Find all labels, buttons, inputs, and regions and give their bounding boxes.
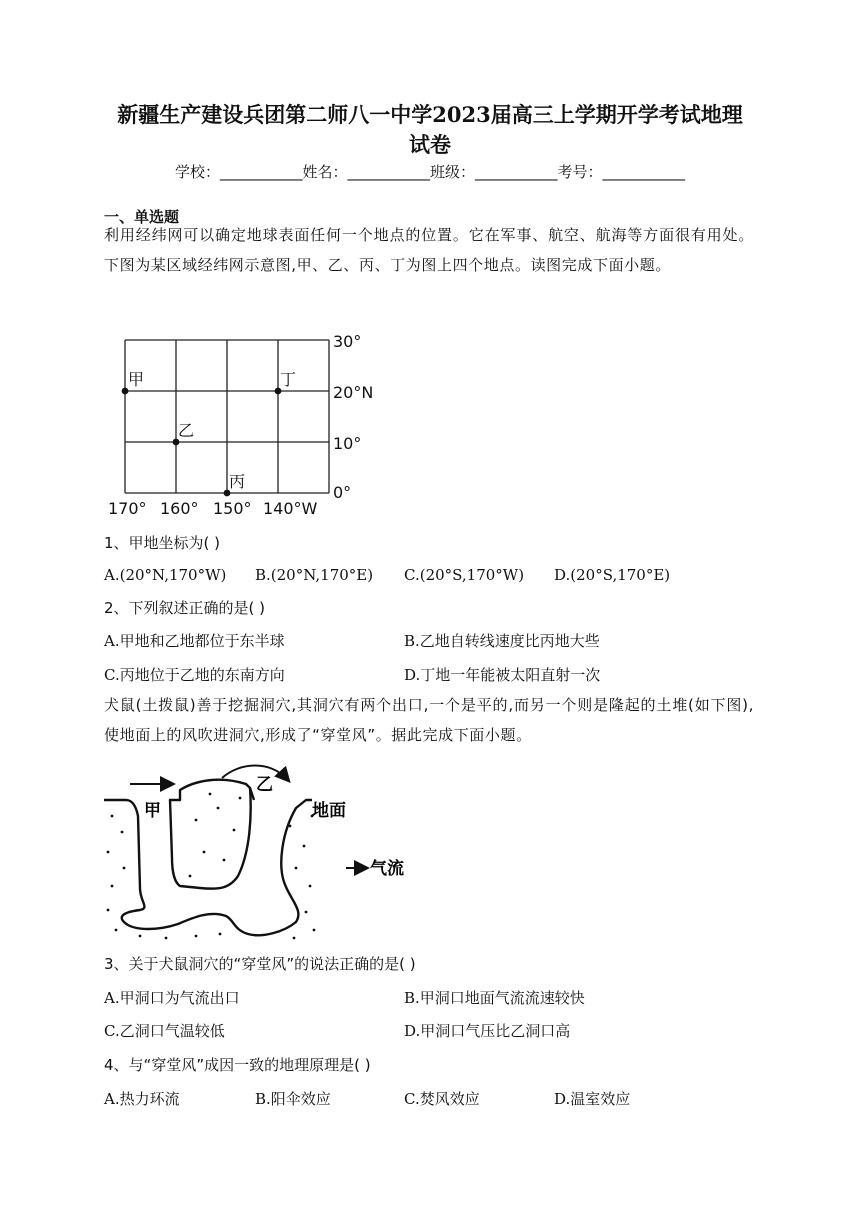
point-ding-label: 丁 [280,370,297,389]
lat-label: 0° [333,483,352,502]
question-3-option-c[interactable]: C.乙洞口气温较低 [104,1022,225,1040]
section-heading: 一、单选题 [104,208,180,226]
question-1-option-a[interactable]: A.(20°N,170°W) [104,566,227,584]
question-4-stem: 4、与“穿堂风”成因一致的地理原理是( ) [104,1056,371,1074]
burrow-label-jia: 甲 [144,801,161,821]
lon-labels [108,499,318,518]
exam-title-line2: 试卷 [409,132,451,157]
question-2-stem: 2、下列叙述正确的是( ) [104,599,266,617]
burrow-outline [104,780,312,936]
question-2-option-a[interactable]: A.甲地和乙地都位于东半球 [104,632,285,650]
exam-title [100,100,760,160]
lon-label: 140°W [263,499,318,518]
lon-label: 170° [108,499,147,518]
lat-label: 10° [333,434,362,453]
question-3-option-b[interactable]: B.甲洞口地面气流流速较快 [404,989,585,1007]
burrow-label-yi: 乙 [256,775,273,795]
question-2-option-c[interactable]: C.丙地位于乙地的东南方向 [104,666,285,684]
exam-title-line1: 新疆生产建设兵团第二师八一中学2023届高三上学期开学考试地理 [117,102,743,127]
question-2-option-b[interactable]: B.乙地自转线速度比丙地大些 [404,632,600,650]
question-3-option-a[interactable]: A.甲洞口为气流出口 [104,989,240,1007]
question-1-stem: 1、甲地坐标为( ) [104,534,221,552]
burrow-figure [100,760,420,940]
question-2-option-d[interactable]: D.丁地一年能被太阳直射一次 [404,666,601,684]
burrow-label-airflow: 气流 [370,859,404,879]
lat-label: 30° [333,332,362,351]
passage-1: 利用经纬网可以确定地球表面任何一个地点的位置。它在军事、航空、航海等方面很有用处。下图为某区域经纬网示意图,甲、乙、丙、丁为图上四个地点。读图完成下面小题。 [104,226,754,274]
point-bing-label: 丙 [229,472,246,491]
question-1-option-b[interactable]: B.(20°N,170°E) [255,566,374,584]
student-info-line: 学校：___________姓名：___________班级：___________考号：___________ [174,163,685,181]
question-1-option-d[interactable]: D.(20°S,170°E) [554,566,671,584]
grid-lines [125,340,329,493]
question-4-option-c[interactable]: C.焚风效应 [404,1090,480,1108]
lon-label: 160° [160,499,199,518]
wind-arrow-curved [222,766,288,781]
point-jia-label: 甲 [128,370,145,389]
question-3-stem: 3、关于犬鼠洞穴的“穿堂风”的说法正确的是( ) [104,955,416,973]
question-3-option-d[interactable]: D.甲洞口气压比乙洞口高 [404,1022,571,1040]
question-1-option-c[interactable]: C.(20°S,170°W) [404,566,525,584]
lon-label: 150° [213,499,252,518]
question-4-option-d[interactable]: D.温室效应 [554,1090,631,1108]
map-points [122,370,296,496]
lat-labels [333,332,373,502]
lat-lon-grid-figure [100,328,390,524]
question-4-option-a[interactable]: A.热力环流 [104,1090,180,1108]
burrow-label-ground: 地面 [312,801,346,821]
point-yi-label: 乙 [178,421,195,440]
lat-label: 20°N [333,383,374,402]
question-4-option-b[interactable]: B.阳伞效应 [255,1090,331,1108]
passage-2: 犬鼠(土拨鼠)善于挖掘洞穴,其洞穴有两个出口,一个是平的,而另一个则是隆起的土堆(如下图),使地面上的风吹进洞穴,形成了“穿堂风”。据此完成下面小题。 [104,696,754,744]
